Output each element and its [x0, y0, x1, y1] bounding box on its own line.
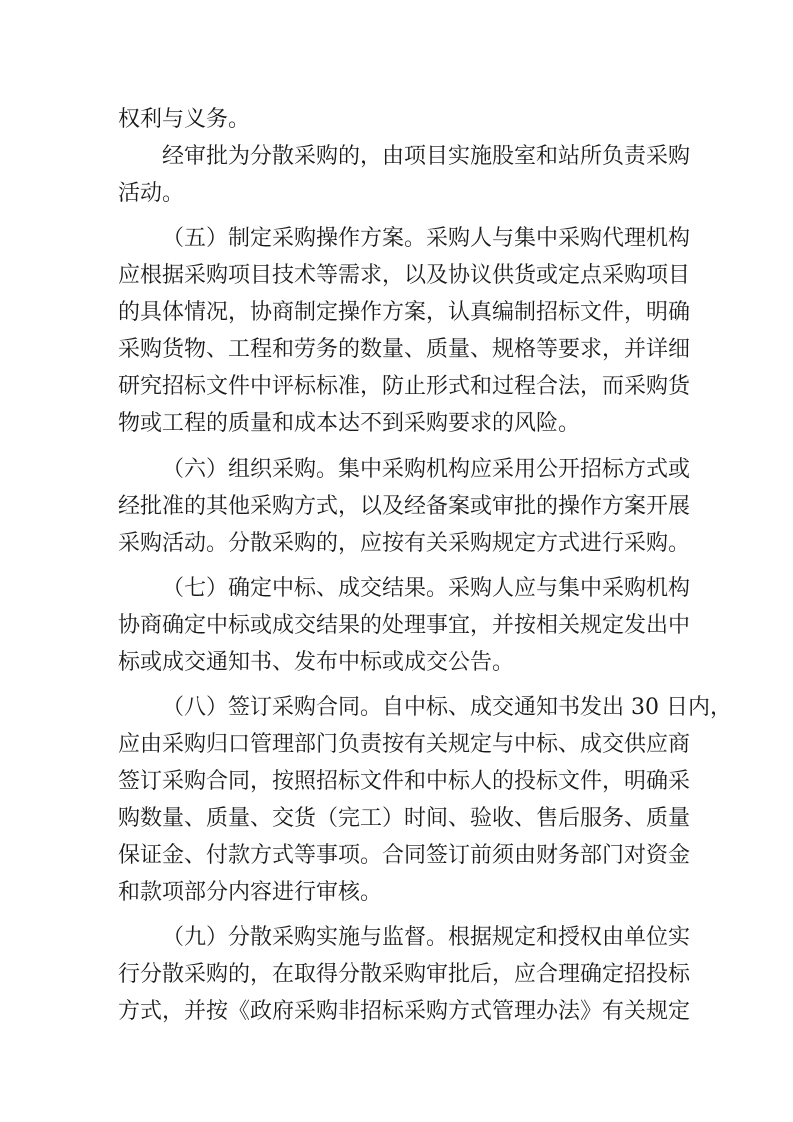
- body-line: 物或工程的质量和成本达不到采购要求的风险。: [118, 411, 581, 436]
- body-line: 应根据采购项目技术等需求，以及协议供货或定点采购项目: [118, 263, 691, 288]
- body-line: 签订采购合同，按照招标文件和中标人的投标文件，明确采: [118, 769, 691, 794]
- body-line: 保证金、付款方式等事项。合同签订前须由财务部门对资金: [118, 843, 691, 868]
- body-line: 行分散采购的，在取得分散采购审批后，应合理确定招投标: [118, 962, 691, 987]
- body-line: 活动。: [118, 181, 185, 206]
- body-line: 和款项部分内容进行审核。: [118, 880, 383, 905]
- section-9-heading-line: （九）分散采购实施与监督。根据规定和授权由单位实: [162, 925, 691, 950]
- body-line: 协商确定中标或成交结果的处理事宜，并按相关规定发出中: [118, 613, 691, 638]
- section-5-heading-line: （五）制定采购操作方案。采购人与集中采购代理机构: [162, 226, 691, 251]
- body-line: 采购活动。分散采购的，应按有关采购规定方式进行采购。: [118, 531, 691, 556]
- body-line: 标或成交通知书、发布中标或成交公告。: [118, 650, 515, 675]
- section-7-heading-line: （七）确定中标、成交结果。采购人应与集中采购机构: [162, 576, 691, 601]
- body-line: 经批准的其他采购方式，以及经备案或审批的操作方案开展: [118, 494, 691, 519]
- body-line: 采购货物、工程和劳务的数量、质量、规格等要求，并详细: [118, 337, 691, 362]
- body-line: 的具体情况，协商制定操作方案，认真编制招标文件，明确: [118, 300, 691, 325]
- section-8-heading-line: （八）签订采购合同。自中标、成交通知书发出 30 日内，: [162, 695, 732, 720]
- body-line: 权利与义务。: [118, 107, 251, 132]
- paragraph-first-line: 经审批为分散采购的，由项目实施股室和站所负责采购: [162, 144, 691, 169]
- body-line: 方式，并按《政府采购非招标采购方式管理办法》有关规定: [118, 999, 691, 1024]
- section-6-heading-line: （六）组织采购。集中采购机构应采用公开招标方式或: [162, 457, 691, 482]
- body-line: 应由采购归口管理部门负责按有关规定与中标、成交供应商: [118, 732, 691, 757]
- body-line: 购数量、质量、交货（完工）时间、验收、售后服务、质量: [118, 806, 691, 831]
- body-line: 研究招标文件中评标标准，防止形式和过程合法，而采购货: [118, 374, 691, 399]
